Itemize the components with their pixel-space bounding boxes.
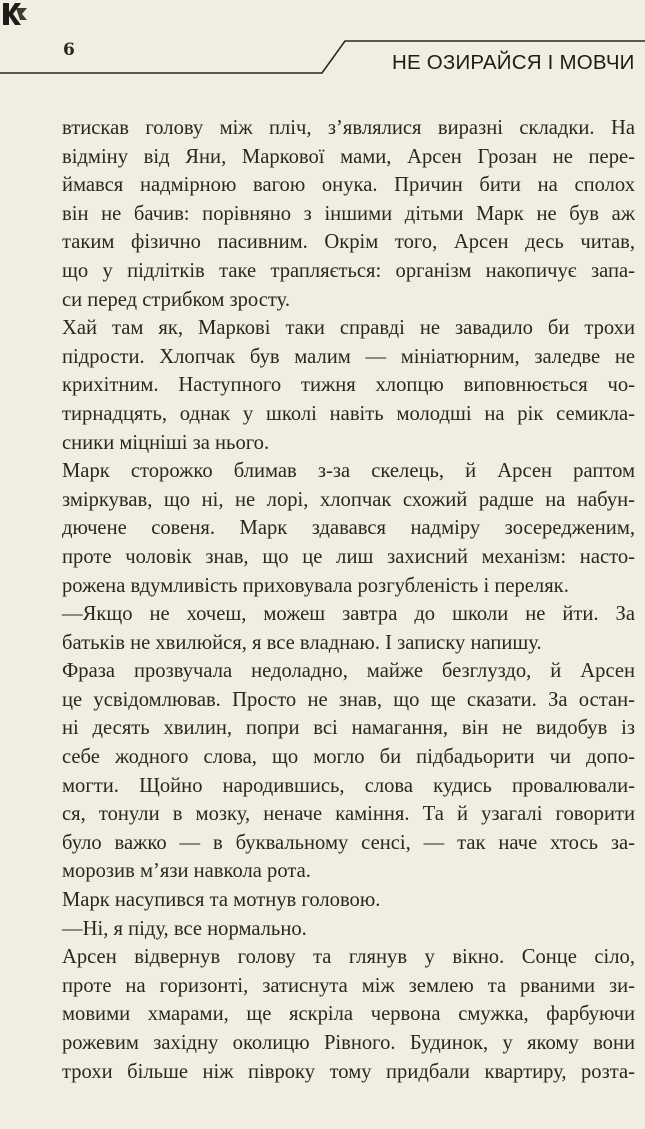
publisher-logo-icon xyxy=(0,0,30,28)
text-line: зміркував, що ні, не лорі, хлопчак схожий радше на набун- xyxy=(62,488,635,511)
body-text xyxy=(62,114,635,1086)
text-line: рожена вдумливість приховувала розгубленість і переляк. xyxy=(62,574,569,597)
book-title: НЕ ОЗИРАЙСЯ І МОВЧИ xyxy=(392,51,635,74)
text-line: Марк сторожко блимав з-за скелець, й Арсен раптом xyxy=(62,460,635,483)
text-line: трохи більше ніж півроку тому придбали квартиру, розта- xyxy=(62,1060,635,1083)
text-line: Фраза прозвучала недоладно, майже безглуздо, й Арсен xyxy=(62,660,635,683)
text-line: рожевим західну околицю Рівного. Будинок, у якому вони xyxy=(62,1032,635,1054)
text-line: могти. Щойно народившись, слова кудись провалювали- xyxy=(62,774,635,797)
text-line: він не бачив: порівняно з іншими дітьми Марк не був аж xyxy=(62,202,635,225)
text-line: ні десять хвилин, попри всі намагання, він не видобув із xyxy=(62,717,635,740)
text-line: батьків не хвилюйся, я все владнаю. І записку напишу. xyxy=(62,631,542,654)
text-line: підрости. Хлопчак був малим — мініатюрним, заледве не xyxy=(62,345,635,368)
text-line: Арсен відвернув голову та глянув у вікно. Сонце сіло, xyxy=(62,946,635,969)
text-line: сники міцніші за нього. xyxy=(62,431,270,454)
text-line: втискав голову між пліч, з’являлися виразні складки. На xyxy=(62,117,635,139)
text-line: таким фізично пасивним. Окрім того, Арсен десь читав, xyxy=(62,231,635,254)
text-line: проте на горизонті, затиснута між землею та рваними зи- xyxy=(62,974,635,997)
text-line: —Ні, я піду, все нормально. xyxy=(62,917,307,940)
text-line: си перед стрибком зросту. xyxy=(62,288,290,311)
text-line: що у підлітків таке трапляється: організм накопичує запа- xyxy=(62,259,635,282)
text-line: проте чоловік знав, що це лиш захисний механізм: насто- xyxy=(62,545,635,568)
text-line: себе жодного слова, що могло би підбадьорити чи допо- xyxy=(62,746,635,769)
text-line: ймався надмірною вагою онука. Причин бити на сполох xyxy=(62,174,635,197)
text-line: тирнадцять, однак у школі навіть молодші на рік семикла- xyxy=(62,402,635,425)
header-rule xyxy=(0,0,645,90)
text-line: Марк насупився та мотнув головою. xyxy=(62,889,381,912)
text-line: Хай там як, Маркові таки справді не завадило би трохи xyxy=(62,317,635,340)
text-line: мовими хмарами, ще яскріла червона смужка, фарбуючи xyxy=(62,1003,635,1026)
running-header xyxy=(0,0,645,90)
text-line: —Якщо не хочеш, можеш завтра до школи не йти. За xyxy=(62,603,635,626)
text-line: крихітним. Наступного тижня хлопцю виповнюється чо- xyxy=(62,374,635,397)
page-number: 6 xyxy=(63,40,75,60)
text-line: було важко — в буквальному сенсі, — так наче хтось за- xyxy=(62,831,635,854)
text-line: відміну від Яни, Маркової мами, Арсен Грозан не пере- xyxy=(62,145,635,168)
text-line: ся, тонули в мозку, неначе каміння. Та й узагалі говорити xyxy=(62,803,635,826)
text-line: це усвідомлював. Просто не знав, що ще сказати. За остан- xyxy=(62,688,635,711)
text-line: дючене совеня. Марк здавався надміру зосередженим, xyxy=(62,517,635,540)
text-line: морозив м’язи навкола рота. xyxy=(62,860,311,883)
